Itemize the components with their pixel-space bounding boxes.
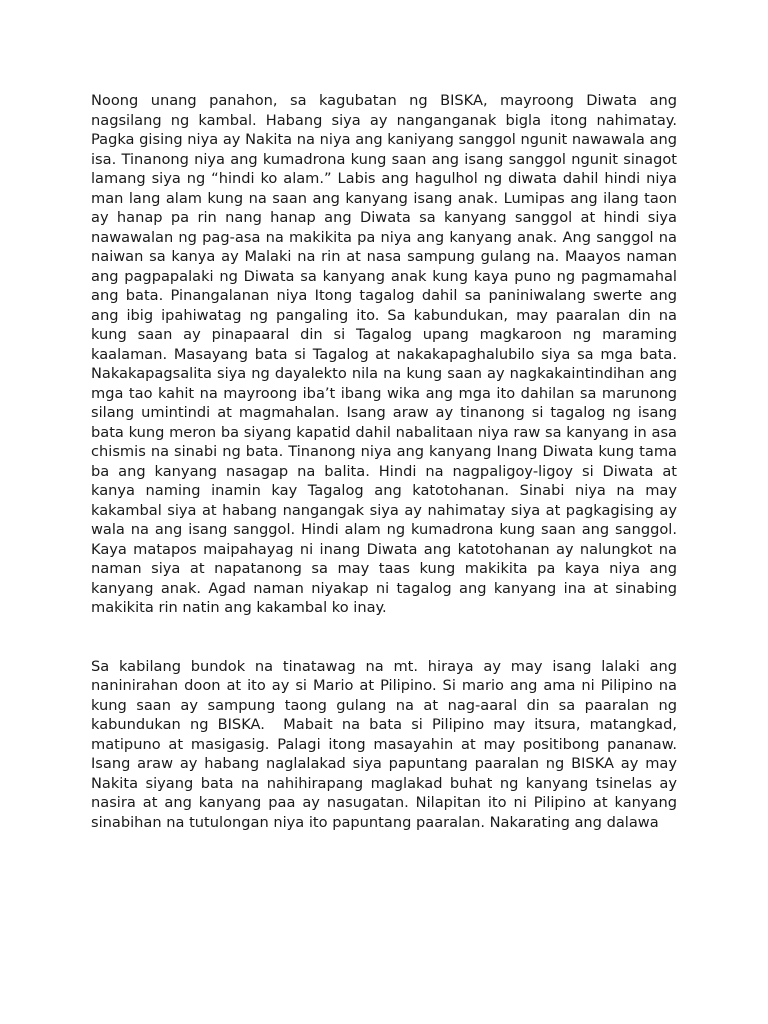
document-page [91,91,682,832]
paragraph-1: Noong unang panahon, sa kagubatan ng BISKA, mayroong Diwata ang nagsilang ng kambal. Habang siya ay nanganganak bigla itong nahimatay. Pagka gising niya ay Nakita na niya ang kaniyang sanggol ngunit nawawala ang isa. Tinanong niya ang kumadrona kung saan ang isang sanggol ngunit sinagot lamang siya ng “hindi ko alam.” Labis ang hagulhol ng diwata dahil hindi niya man lang alam kung na saan ang kanyang isang anak. Lumipas ang ilang taon ay hanap pa rin nang hanap ang Diwata sa kanyang sanggol at hindi siya nawawalan ng pag-asa na makikita pa niya ang kanyang anak. Ang sanggol na naiwan sa kanya ay Malaki na rin at nasa sampung gulang na. Maayos naman ang pagpapalaki ng Diwata sa kanyang anak kung kaya puno ng pagmamahal ang bata. Pinangalanan niya Itong tagalog dahil sa paniniwalang swerte ang ang ibig ipahiwatag ng pangaling ito. Sa kabundukan, may paaralan din na kung saan ay pinapaaral din si Tagalog upang magkaroon ng maraming kaalaman. Masayang bata si Tagalog at nakakapaghalubilo siya sa mga bata. Nakakapagsalita siya ng dayalekto nila na kung saan ay nagkakaintindihan ang mga tao kahit na mayroong iba’t ibang wika ang mga ito dahilan sa marunong silang umintindi at magmahalan. Isang araw ay tinanong si tagalog ng isang bata kung meron ba siyang kapatid dahil nabalitaan niya raw sa kanyang in asa chismis na sinabi ng bata. Tinanong niya ang kanyang Inang Diwata kung tama ba ang kanyang nasagap na balita. Hindi na nagpaligoy-ligoy si Diwata at kanya naming inamin kay Tagalog ang katotohanan. Sinabi niya na may kakambal siya at habang nangangak siya ay nahimatay siya at pagkagising ay wala na ang isang sanggol. Hindi alam ng kumadrona kung saan ang sanggol. Kaya matapos maipahayag ni inang Diwata ang katotohanan ay nalungkot na naman siya at napatanong sa may taas kung makikita pa kaya niya ang kanyang anak. Agad naman niyakap ni tagalog ang kanyang ina at sinabing makikita rin natin ang kakambal ko inay. [91,92,682,616]
paragraph-2: Sa kabilang bundok na tinatawag na mt. hiraya ay may isang lalaki ang naninirahan doon at ito ay si Mario at Pilipino. Si mario ang ama ni Pilipino na kung saan ay sampung taong gulang na at nag-aaral din sa paaralan ng kabundukan ng BISKA. Mabait na bata si Pilipino may itsura, matangkad, matipuno at masigasig. Palagi itong masayahin at may positibong pananaw. Isang araw ay habang naglalakad siya papuntang paaralan ng BISKA ay may Nakita siyang bata na nahihirapang maglakad buhat ng kanyang tsinelas ay nasira at ang kanyang paa ay nasugatan. Nilapitan ito ni Pilipino at kanyang sinabihan na tutulongan niya ito papuntang paaralan. Nakarating ang dalawa [91,657,682,831]
